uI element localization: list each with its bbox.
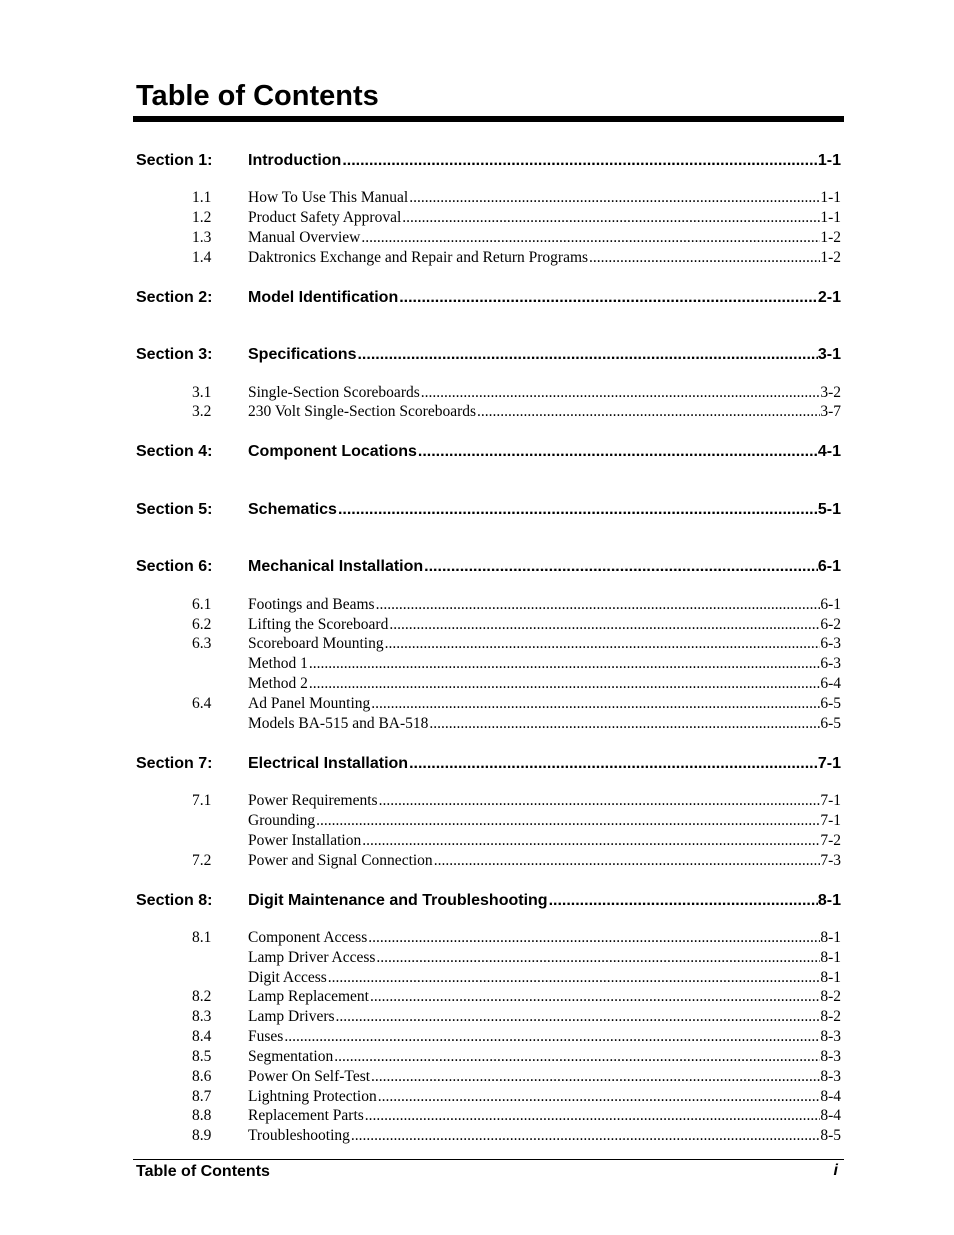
toc-entry-leader-line: [248, 1007, 841, 1027]
toc-entry-title: Power and Signal Connection: [248, 852, 433, 869]
toc-dot-leader: [384, 634, 821, 654]
toc-entry-page: 6-1: [817, 558, 841, 575]
toc-entry-leader-line: [248, 948, 841, 968]
toc-entry-page: 8-1: [820, 949, 841, 966]
toc-entry-number: Section 8:: [136, 892, 213, 909]
toc-entry-title: Power Requirements: [248, 792, 378, 809]
toc-entry-leader-line: [248, 208, 841, 228]
toc-entry-leader-line: [248, 674, 841, 694]
toc-dot-leader: [548, 890, 818, 912]
toc-entry-number: 7.2: [192, 852, 212, 869]
toc-entry-page: 8-1: [820, 929, 841, 946]
toc-subsection-entry: [0, 811, 954, 831]
toc-entry-title: Digit Maintenance and Troubleshooting: [248, 892, 548, 909]
toc-subsection-entry: [0, 634, 954, 654]
toc-dot-leader: [327, 968, 821, 988]
toc-entry-title: Troubleshooting: [248, 1127, 350, 1144]
toc-entry-title: Power Installation: [248, 832, 362, 849]
toc-subsection-entry: [0, 831, 954, 851]
toc-entry-leader-line: [248, 694, 841, 714]
toc-entry-number: 1.1: [192, 189, 212, 206]
toc-entry-leader-line: [248, 402, 841, 422]
toc-entry-leader-line: [248, 383, 841, 403]
toc-entry-title: Method 1: [248, 655, 308, 672]
toc-entry-number: Section 6:: [136, 558, 213, 575]
toc-entry-page: 6-4: [820, 675, 841, 692]
toc-entry-page: 6-5: [820, 715, 841, 732]
toc-entry-leader-line: [248, 150, 841, 172]
toc-dot-leader: [417, 441, 818, 463]
toc-entry-leader-line: [248, 1126, 841, 1146]
toc-subsection-entry: [0, 383, 954, 403]
toc-entry-number: Section 3:: [136, 346, 213, 363]
toc-subsection-entry: [0, 1087, 954, 1107]
toc-section-entry: [0, 441, 954, 463]
toc-entry-number: 7.1: [192, 792, 212, 809]
toc-entry-page: 8-2: [820, 1008, 841, 1025]
toc-entry-number: 8.5: [192, 1048, 212, 1065]
toc-subsection-entry: [0, 987, 954, 1007]
toc-dot-leader: [333, 1047, 820, 1067]
footer-rule: [133, 1159, 844, 1160]
toc-entry-page: 5-1: [817, 501, 841, 518]
toc-entry-number: 3.1: [192, 384, 212, 401]
toc-entry-page: 7-1: [820, 812, 841, 829]
toc-subsection-entry: [0, 208, 954, 228]
toc-entry-title: Scoreboard Mounting: [248, 635, 384, 652]
toc-subsection-entry: [0, 791, 954, 811]
toc-entry-title: Schematics: [248, 501, 337, 518]
toc-entry-page: 8-1: [817, 892, 841, 909]
toc-subsection-entry: [0, 1007, 954, 1027]
toc-entry-page: 6-1: [820, 596, 841, 613]
toc-entry-leader-line: [248, 499, 841, 521]
toc-entry-leader-line: [248, 287, 841, 309]
toc-subsection-entry: [0, 928, 954, 948]
toc-dot-leader: [375, 948, 820, 968]
toc-entry-leader-line: [248, 1047, 841, 1067]
toc-subsection-entry: [0, 1027, 954, 1047]
toc-entry-title: Manual Overview: [248, 229, 361, 246]
toc-entry-title: Product Safety Approval: [248, 209, 402, 226]
toc-entry-number: 1.3: [192, 229, 212, 246]
toc-entry-title: Single-Section Scoreboards: [248, 384, 420, 401]
toc-entry-number: 1.4: [192, 249, 212, 266]
toc-entry-title: Segmentation: [248, 1048, 334, 1065]
toc-dot-leader: [398, 287, 818, 309]
toc-dot-leader: [476, 402, 820, 422]
toc-dot-leader: [370, 694, 820, 714]
toc-entry-title: Ad Panel Mounting: [248, 695, 371, 712]
toc-entry-number: 1.2: [192, 209, 212, 226]
toc-section-entry: [0, 150, 954, 172]
toc-entry-number: 8.8: [192, 1107, 212, 1124]
toc-dot-leader: [378, 791, 821, 811]
toc-section-entry: [0, 344, 954, 366]
toc-entry-page: 7-3: [820, 852, 841, 869]
toc-entry-leader-line: [248, 851, 841, 871]
toc-entry-page: 6-2: [820, 616, 841, 633]
toc-entry-leader-line: [248, 441, 841, 463]
toc-entry-title: Mechanical Installation: [248, 558, 424, 575]
toc-subsection-entry: [0, 654, 954, 674]
toc-entry-page: 7-1: [817, 755, 841, 772]
toc-entry-leader-line: [248, 1067, 841, 1087]
toc-entry-title: Electrical Installation: [248, 755, 409, 772]
toc-entry-leader-line: [248, 714, 841, 734]
toc-entry-page: 6-3: [820, 635, 841, 652]
toc-entry-number: 8.9: [192, 1127, 212, 1144]
toc-section-entry: [0, 753, 954, 775]
toc-entry-leader-line: [248, 228, 841, 248]
toc-subsection-entry: [0, 402, 954, 422]
toc-entry-page: 8-1: [820, 969, 841, 986]
toc-entry-page: 1-2: [820, 229, 841, 246]
toc-entry-title: Lamp Replacement: [248, 988, 369, 1005]
toc-dot-leader: [428, 714, 820, 734]
footer-page-number: i: [833, 1162, 838, 1179]
toc-subsection-entry: [0, 595, 954, 615]
toc-entry-page: 8-2: [820, 988, 841, 1005]
toc-subsection-entry: [0, 714, 954, 734]
toc-entry-title: Lamp Drivers: [248, 1008, 335, 1025]
toc-entry-title: 230 Volt Single-Section Scoreboards: [248, 403, 477, 420]
toc-entry-title: Power On Self-Test: [248, 1068, 371, 1085]
toc-section-entry: [0, 499, 954, 521]
toc-dot-leader: [361, 831, 820, 851]
toc-entry-title: Fuses: [248, 1028, 284, 1045]
toc-entry-number: 3.2: [192, 403, 212, 420]
toc-subsection-entry: [0, 188, 954, 208]
toc-entry-leader-line: [248, 831, 841, 851]
toc-entry-page: 8-3: [820, 1048, 841, 1065]
toc-entry-leader-line: [248, 556, 841, 578]
toc-subsection-entry: [0, 851, 954, 871]
toc-entry-number: 8.4: [192, 1028, 212, 1045]
toc-dot-leader: [408, 753, 818, 775]
toc-entry-leader-line: [248, 753, 841, 775]
toc-entry-page: 8-4: [820, 1088, 841, 1105]
toc-dot-leader: [308, 674, 820, 694]
toc-dot-leader: [315, 811, 820, 831]
toc-entry-number: 8.2: [192, 988, 212, 1005]
toc-entry-number: 8.1: [192, 929, 212, 946]
toc-entry-leader-line: [248, 987, 841, 1007]
toc-entry-leader-line: [248, 791, 841, 811]
toc-entry-page: 8-3: [820, 1028, 841, 1045]
toc-dot-leader: [341, 150, 818, 172]
toc-entry-title: Introduction: [248, 152, 342, 169]
toc-entry-number: 6.4: [192, 695, 212, 712]
toc-entry-leader-line: [248, 344, 841, 366]
toc-subsection-entry: [0, 1047, 954, 1067]
toc-entry-number: Section 1:: [136, 152, 213, 169]
toc-entry-leader-line: [248, 615, 841, 635]
toc-entry-number: 8.6: [192, 1068, 212, 1085]
toc-dot-leader: [377, 1087, 821, 1107]
toc-entry-leader-line: [248, 634, 841, 654]
toc-entry-leader-line: [248, 1027, 841, 1047]
toc-entry-page: 4-1: [817, 443, 841, 460]
toc-subsection-entry: [0, 948, 954, 968]
toc-entry-number: Section 4:: [136, 443, 213, 460]
footer-title: Table of Contents: [136, 1163, 270, 1180]
toc-subsection-entry: [0, 248, 954, 268]
toc-entry-leader-line: [248, 890, 841, 912]
toc-section-entry: [0, 287, 954, 309]
toc-subsection-entry: [0, 694, 954, 714]
toc-dot-leader: [388, 615, 820, 635]
toc-entry-leader-line: [248, 654, 841, 674]
toc-entry-leader-line: [248, 595, 841, 615]
toc-section-entry: [0, 890, 954, 912]
toc-entry-title: Lightning Protection: [248, 1088, 377, 1105]
toc-entry-page: 2-1: [817, 289, 841, 306]
toc-entry-title: Method 2: [248, 675, 308, 692]
toc-entry-title: Daktronics Exchange and Repair and Return Programs: [248, 249, 589, 266]
page-title: Table of Contents: [136, 80, 379, 112]
toc-entry-leader-line: [248, 968, 841, 988]
toc-entry-number: 6.1: [192, 596, 212, 613]
toc-dot-leader: [360, 228, 820, 248]
toc-dot-leader: [588, 248, 820, 268]
toc-entry-page: 8-3: [820, 1068, 841, 1085]
toc-entry-number: Section 5:: [136, 501, 213, 518]
toc-subsection-entry: [0, 228, 954, 248]
toc-subsection-entry: [0, 1067, 954, 1087]
toc-entry-title: Component Access: [248, 929, 368, 946]
toc-entry-page: 8-4: [820, 1107, 841, 1124]
toc-entry-page: 6-3: [820, 655, 841, 672]
toc-dot-leader: [375, 595, 821, 615]
toc-dot-leader: [408, 188, 820, 208]
toc-entry-title: Models BA-515 and BA-518: [248, 715, 429, 732]
toc-entry-number: Section 7:: [136, 755, 213, 772]
toc-entry-page: 7-2: [820, 832, 841, 849]
toc-entry-page: 3-1: [817, 346, 841, 363]
toc-entry-page: 1-1: [820, 189, 841, 206]
toc-dot-leader: [401, 208, 820, 228]
toc-entry-leader-line: [248, 1087, 841, 1107]
toc-entry-page: 3-2: [820, 384, 841, 401]
toc-subsection-entry: [0, 1106, 954, 1126]
toc-entry-page: 1-1: [817, 152, 841, 169]
toc-entry-page: 1-2: [820, 249, 841, 266]
toc-dot-leader: [283, 1027, 820, 1047]
toc-dot-leader: [420, 383, 821, 403]
toc-entry-leader-line: [248, 811, 841, 831]
toc-section-entry: [0, 556, 954, 578]
toc-entry-title: Replacement Parts: [248, 1107, 364, 1124]
toc-dot-leader: [337, 499, 818, 521]
toc-entry-title: Grounding: [248, 812, 316, 829]
toc-subsection-entry: [0, 674, 954, 694]
toc-entry-page: 8-5: [820, 1127, 841, 1144]
toc-entry-page: 7-1: [820, 792, 841, 809]
toc-dot-leader: [308, 654, 820, 674]
toc-entry-number: 6.2: [192, 616, 212, 633]
toc-entry-page: 3-7: [820, 403, 841, 420]
toc-entry-title: How To Use This Manual: [248, 189, 409, 206]
toc-entry-leader-line: [248, 248, 841, 268]
toc-entry-title: Footings and Beams: [248, 596, 375, 613]
toc-dot-leader: [364, 1106, 821, 1126]
toc-entry-leader-line: [248, 928, 841, 948]
toc-entry-title: Model Identification: [248, 289, 399, 306]
toc-entry-leader-line: [248, 1106, 841, 1126]
toc-entry-title: Digit Access: [248, 969, 327, 986]
toc-entry-title: Component Locations: [248, 443, 417, 460]
toc-entry-title: Specifications: [248, 346, 357, 363]
toc-dot-leader: [433, 851, 821, 871]
toc-entry-title: Lifting the Scoreboard: [248, 616, 389, 633]
toc-dot-leader: [370, 1067, 820, 1087]
toc-subsection-entry: [0, 1126, 954, 1146]
toc-dot-leader: [423, 556, 818, 578]
toc-subsection-entry: [0, 968, 954, 988]
toc-entry-title: Lamp Driver Access: [248, 949, 376, 966]
toc-dot-leader: [369, 987, 820, 1007]
toc-entry-page: 6-5: [820, 695, 841, 712]
toc-entry-number: 8.3: [192, 1008, 212, 1025]
toc-dot-leader: [356, 344, 817, 366]
toc-entry-number: Section 2:: [136, 289, 213, 306]
toc-dot-leader: [335, 1007, 821, 1027]
toc-dot-leader: [367, 928, 820, 948]
toc-dot-leader: [350, 1126, 820, 1146]
toc-entry-number: 8.7: [192, 1088, 212, 1105]
toc-entry-number: 6.3: [192, 635, 212, 652]
toc-subsection-entry: [0, 615, 954, 635]
toc-entry-leader-line: [248, 188, 841, 208]
toc-entry-page: 1-1: [820, 209, 841, 226]
